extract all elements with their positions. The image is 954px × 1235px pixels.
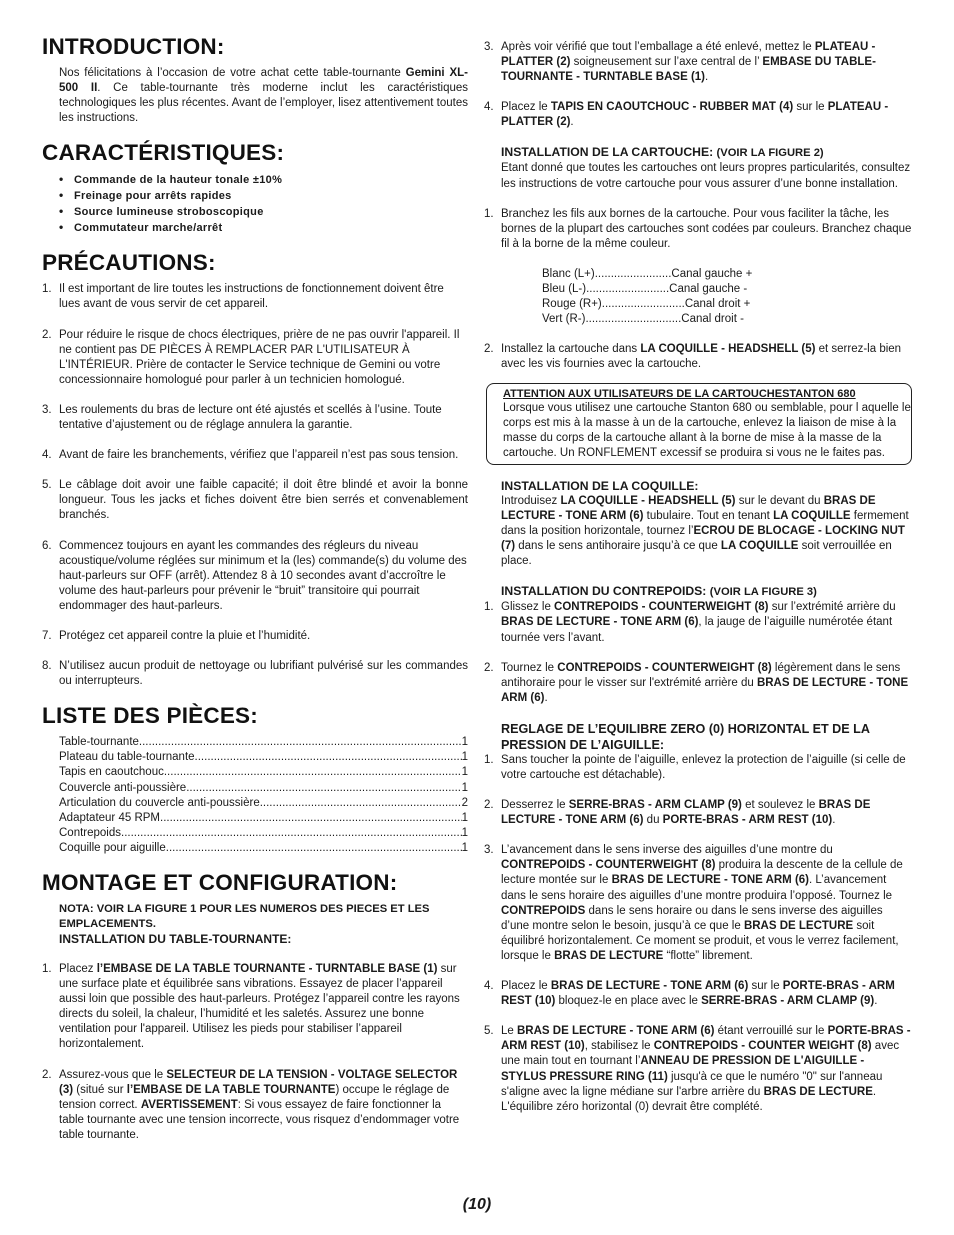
balance-step: 4. Placez le BRAS DE LECTURE - TONE ARM (6) sur le PORTE-BRAS - ARM REST (10) bloquez-le en place avec le SERRE-BRAS - ARM CLAMP (9). — [484, 980, 895, 1008]
subsection-title-headshell: INSTALLATION DE LA COQUILLE: — [501, 478, 699, 493]
parts-list — [59, 735, 468, 856]
balance-step: 3. L’avancement dans le sens inverse des aiguilles d’une montre du CONTREPOIDS - COUNTERWEIGHT (8) produira la descente de la cellule de lecture montée sur le BRAS DE LECTURE - TONE ARM (6). L’avancement dans le sens horaire des aiguilles d’une montre produira l’opposé. Tournez le CONTREPOIDS dans le sens horaire ou dans le sens inverse des aiguilles d’une montre selon le besoin, jusqu’à ce que le BRAS DE LECTURE soit équilibré horizontalement. Ce moment se produit, et vous le verrez facilement, lorsque le BRAS DE LECTURE “flotte” librement. — [484, 844, 903, 962]
warning-title: ATTENTION AUX UTILISATEURS DE LA CARTOUCHESTANTON 680 — [503, 387, 856, 400]
turntable-steps-continued — [484, 40, 912, 130]
section-title-montage: MONTAGE ET CONFIGURATION: — [42, 870, 398, 895]
install-step: 1. Placez l’EMBASE DE LA TABLE TOURNANTE - TURNTABLE BASE (1) sur une surface plate et équilibrée sans vibrations. Essayez de placer l’appareil aussi loin que possible des haut-parleurs. Protégez l’appareil contre les rayons directs du soleil, la chaleur, l’humidité et les saletés. Assurez une bonne ventilation pour l'appareil. Utilisez les pieds pour stabiliser l’appareil horizontalement. — [42, 963, 460, 1051]
warning-box — [486, 383, 912, 465]
counterweight-step: 1. Glissez le CONTREPOIDS - COUNTERWEIGHT (8) sur l’extrémité arrière du BRAS DE LECTURE - TONE ARM (6), la jauge de l’aiguille numérotée étant tournée vers l’avant. — [484, 601, 896, 644]
wire-item: Vert (R-)..............................Canal droit - — [542, 313, 744, 326]
cartridge-intro: Etant donné que toutes les cartouches ont leurs propres particularités, consultez les instructions de votre cartouche pour vous assurer d’une bonne installation. — [501, 162, 911, 190]
part-item: Tapis en caoutchouc ..... 1 — [59, 765, 468, 780]
cartridge-step: 1. Branchez les fils aux bornes de la cartouche. Pour vous faciliter la tâche, les bornes de la plupart des cartouches sont codées par couleurs. Branchez chaque fil à la borne de la même couleur. — [484, 207, 912, 250]
features-list — [59, 172, 468, 236]
subsection-title-counterweight: INSTALLATION DU CONTREPOIDS: (VOIR LA FIGURE 3) — [501, 584, 817, 599]
part-item: Contrepoids ..... 1 — [59, 826, 468, 841]
precautions-list — [42, 282, 468, 689]
intro-paragraph: Nos félicitations à l’occasion de votre achat cette table-tournante Gemini XL-500 II. Ce table-tournante très moderne inclut les caractéristiques technologiques les plus récentes. Avant de l’employer, lisez attentivement toutes les instructions. — [59, 67, 469, 125]
precaution-item: 1. Il est important de lire toutes les instructions de fonctionnement doivent être lues avant de vous servir de cet appareil. — [42, 283, 444, 311]
balance-step: 1. Sans toucher la pointe de l’aiguille, enlevez la protection de l’aiguille (si celle de votre cartouche est détachable). — [484, 753, 906, 781]
figure-note: NOTA: VOIR LA FIGURE 1 POUR LES NUMEROS DES PIECES ET LES EMPLACEMENTS. — [59, 903, 430, 930]
precaution-item: 4. Avant de faire les branchements, vérifiez que l’appareil n’est pas sous tension. — [42, 449, 459, 462]
product-name: Gemini XL-500 II — [59, 67, 468, 95]
part-item: Table-tournante ..... 1 — [59, 735, 468, 750]
cartridge-steps — [484, 207, 912, 252]
install-step: 2. Assurez-vous que le SELECTEUR DE LA TENSION - VOLTAGE SELECTOR (3) (situé sur l’EMBASE DE LA TABLE TOURNANTE) occupe le réglage de tension correct. AVERTISSEMENT: Si vous essayez de faire fonctionner la table tournante avec une tension incorrecte, vous risquez d’endommager votre table tournante. — [42, 1068, 460, 1141]
section-title-features: CARACTÉRISTIQUES: — [42, 140, 285, 166]
balance-step: 2. Desserrez le SERRE-BRAS - ARM CLAMP (9) et soulevez le BRAS DE LECTURE - TONE ARM (6) du PORTE-BRAS - ARM REST (10). — [484, 799, 871, 827]
part-item: Couvercle anti-poussière ..... 1 — [59, 781, 468, 796]
precaution-item: 5. Le câblage doit avoir une faible capacité; il doit être blindé et avoir la bonne longueur. Tous les jacks et fiches doivent être bien serrés et convenablement branchés. — [42, 479, 468, 522]
subsection-title-balance: REGLAGE DE L’EQUILIBRE ZERO (0) HORIZONTAL ET DE LA PRESSION DE L’AIGUILLE: — [501, 721, 870, 752]
page-number: (10) — [462, 1196, 492, 1213]
right-column — [484, 40, 912, 1115]
part-item: Adaptateur 45 RPM ..... 1 — [59, 811, 468, 826]
section-title-parts-list: LISTE DES PIÈCES: — [42, 703, 258, 729]
counterweight-step: 2. Tournez le CONTREPOIDS - COUNTERWEIGHT (8) légèrement dans le sens antihoraire pour le visser sur l'extrémité arrière du BRAS DE LECTURE - TONE ARM (6). — [484, 661, 909, 704]
precaution-item: 8. N’utilisez aucun produit de nettoyage ou lubrifiant pulvérisé sur les commandes ou interrupteurs. — [42, 660, 468, 688]
subsection-title-turntable: INSTALLATION DU TABLE-TOURNANTE: — [59, 932, 292, 946]
turntable-steps — [42, 962, 468, 1143]
balance-steps — [484, 753, 912, 1115]
part-item: Plateau du table-tournante ..... 1 — [59, 750, 468, 765]
headshell-paragraph: Introduisez LA COQUILLE - HEADSHELL (5) sur le devant du BRAS DE LECTURE - TONE ARM (6) tubulaire. Tout en tenant LA COQUILLE fermement dans la position horizontale, tournez l’ECROU DE BLOCAGE - LOCKING NUT (7) dans le sens antihoraire jusqu’à ce que LA COQUILLE soit verrouillée en place. — [501, 494, 909, 568]
install-step: 3. Après voir vérifié que tout l’emballage a été enlevé, mettez le PLATEAU - PLATTER (2) soigneusement sur l’axe central de l’ EMBASE DU TABLE-TOURNANTE - TURNTABLE BASE (1). — [484, 41, 876, 84]
feature-item: • Commande de la hauteur tonale ±10% — [59, 172, 468, 188]
wire-item: Rouge (R+)..........................Canal droit + — [542, 298, 751, 311]
feature-item: • Commutateur marche/arrêt — [59, 220, 468, 236]
left-column — [42, 34, 468, 1143]
feature-item: • Freinage pour arrêts rapides — [59, 188, 468, 204]
wire-item: Blanc (L+)........................Canal gauche + — [542, 267, 753, 280]
feature-item: • Source lumineuse stroboscopique — [59, 204, 468, 220]
wire-item: Bleu (L-)..........................Canal gauche - — [542, 283, 748, 296]
precaution-item: 7. Protégez cet appareil contre la pluie et l’humidité. — [42, 629, 311, 642]
balance-step: 5. Le BRAS DE LECTURE - TONE ARM (6) étant verrouillé sur le PORTE-BRAS - ARM REST (10), stabilisez le CONTREPOIDS - COUNTER WEIGHT (8) avec une main tout en tournant l’ANNEAU DE PRESSION DE L'AIGUILLE - STYLUS PRESSURE RING (11) jusqu'à ce que le numéro "0" sur l'anneau s'aligne avec la ligne médiane sur l'arbre arrière du BRAS DE LECTURE. L'équilibre zéro horizontal (0) devrait être complété. — [484, 1025, 911, 1113]
part-item: Coquille pour aiguille ..... 1 — [59, 841, 468, 856]
wire-color-list — [542, 267, 912, 327]
precaution-item: 2. Pour réduire le risque de chocs électriques, prière de ne pas ouvrir l'appareil. Il ne contient pas DE PIÈCES À REMPLACER PAR L'UTILISATEUR À L'INTÉRIEUR. Prière de contacter le Service technique de Gemini ou votre concessionnaire homologué pour parler à un technicien homologué. — [42, 328, 460, 386]
precaution-item: 3. Les roulements du bras de lecture ont été ajustés et scellés à l’usine. Toute tentative d’ajustement ou de réglage annulera la garantie. — [42, 403, 442, 432]
cartridge-step: 2. Installez la cartouche dans LA COQUILLE - HEADSHELL (5) et serrez-la bien avec les vis fournies avec la cartouche. — [484, 343, 902, 371]
warning-text: Lorsque vous utilisez une cartouche Stanton 680 ou semblable, pour l aquelle le corps est mis à la masse à un de la cartouche, enlevez la liaison de mise à la masse du corps de la cartouche allant à la borne de mise à la masse de la cartouche. Un RONFLEMENT excessif se produira si vous ne le faites pas. — [503, 401, 911, 459]
counterweight-steps — [484, 600, 912, 706]
precaution-item: 6. Commencez toujours en ayant les commandes des régleurs du niveau acoustique/volume réglées sur minimum et la (les) commande(s) du volume des haut-parleurs sur OFF (arrêt). Attendez 8 à 10 secondes avant d’accroître le volume des haut-parleurs pour prévenir le “bruit” transitoire qui pourrait endommager des haut-parleurs. — [42, 539, 467, 612]
install-step: 4. Placez le TAPIS EN CAOUTCHOUC - RUBBER MAT (4) sur le PLATEAU - PLATTER (2). — [484, 101, 889, 129]
section-title-introduction: INTRODUCTION: — [42, 34, 225, 59]
part-item: Articulation du couvercle anti-poussière ..... 2 — [59, 796, 468, 811]
subsection-title-cartridge: INSTALLATION DE LA CARTOUCHE: (VOIR LA FIGURE 2) — [501, 145, 824, 160]
section-title-precautions: PRÉCAUTIONS: — [42, 250, 216, 276]
